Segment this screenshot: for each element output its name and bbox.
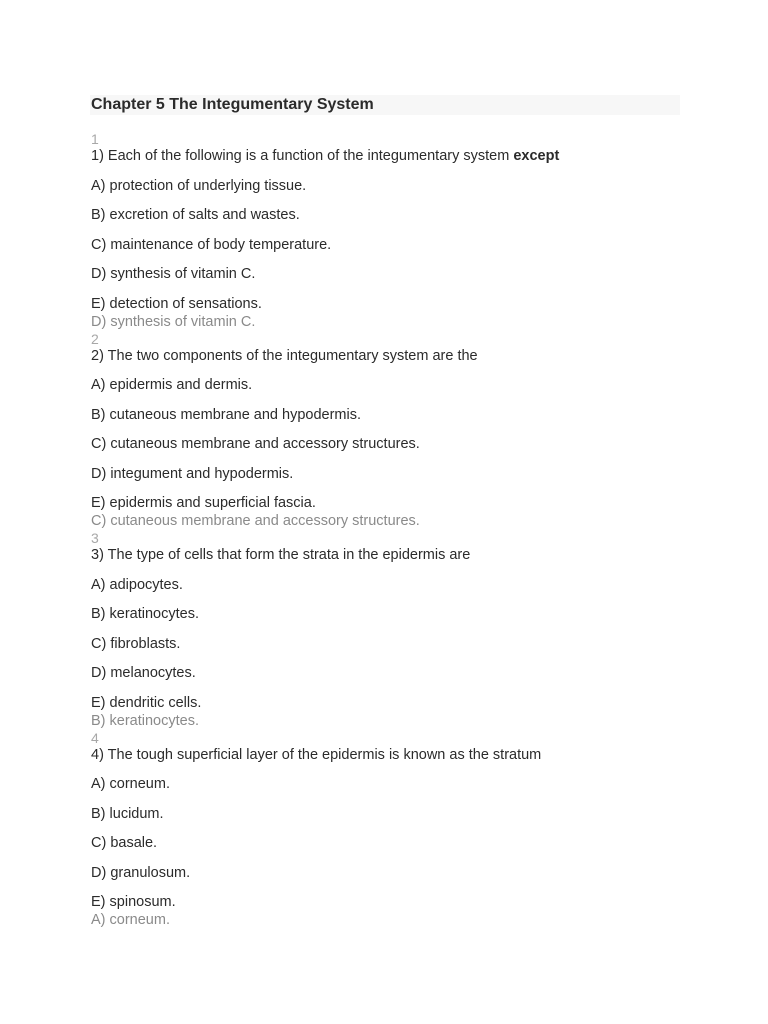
question-emphasis: except: [513, 148, 560, 164]
correct-answer: C) cutaneous membrane and accessory structures.: [91, 513, 420, 529]
question-number: 1: [91, 131, 99, 147]
question-stem: 3) The type of cells that form the strata in the epidermis are: [91, 547, 471, 563]
page-title: Chapter 5 The Integumentary System: [91, 96, 374, 113]
question-block: [91, 131, 691, 331]
question-stem: 2) The two components of the integumentary system are the: [91, 347, 478, 364]
answer-option: C) maintenance of body temperature.: [91, 236, 332, 253]
answer-option: D) integument and hypodermis.: [91, 465, 294, 482]
question-block: [91, 730, 691, 930]
answer-option: A) epidermis and dermis.: [91, 377, 253, 393]
question-block: [91, 331, 691, 531]
question-number: 3: [91, 530, 99, 546]
answer-option: B) keratinocytes.: [91, 606, 199, 622]
answer-option: B) cutaneous membrane and hypodermis.: [91, 406, 362, 423]
answer-option: E) detection of sensations.: [91, 295, 262, 312]
answer-option: C) cutaneous membrane and accessory structures.: [91, 436, 420, 452]
answer-option: E) spinosum.: [91, 894, 176, 910]
question-stem: 1) Each of the following is a function of the integumentary system: [91, 148, 514, 164]
answer-option: A) corneum.: [91, 776, 170, 792]
answer-option: D) synthesis of vitamin C.: [91, 266, 256, 282]
question-number: 4: [91, 729, 99, 746]
answer-option: C) fibroblasts.: [91, 635, 181, 652]
correct-answer: B) keratinocytes.: [91, 712, 199, 729]
question-text: [91, 147, 691, 165]
correct-answer: D) synthesis of vitamin C.: [91, 313, 256, 330]
answer-option: B) lucidum.: [91, 805, 164, 822]
answer-option: E) epidermis and superficial fascia.: [91, 495, 316, 511]
answer-option: D) melanocytes.: [91, 665, 196, 681]
question-block: [91, 530, 691, 730]
question-list: [91, 131, 691, 929]
question-text: [91, 546, 691, 564]
question-number: 2: [91, 330, 99, 347]
question-text: [91, 347, 691, 365]
answer-option: C) basale.: [91, 835, 158, 851]
answer-option: D) granulosum.: [91, 864, 191, 881]
correct-answer: A) corneum.: [91, 912, 170, 928]
question-text: [91, 746, 691, 764]
answer-option: B) excretion of salts and wastes.: [91, 207, 300, 223]
answer-option: A) protection of underlying tissue.: [91, 177, 307, 194]
answer-option: A) adipocytes.: [91, 576, 183, 593]
question-stem: 4) The tough superficial layer of the epidermis is known as the stratum: [91, 746, 542, 763]
answer-option: E) dendritic cells.: [91, 694, 202, 711]
